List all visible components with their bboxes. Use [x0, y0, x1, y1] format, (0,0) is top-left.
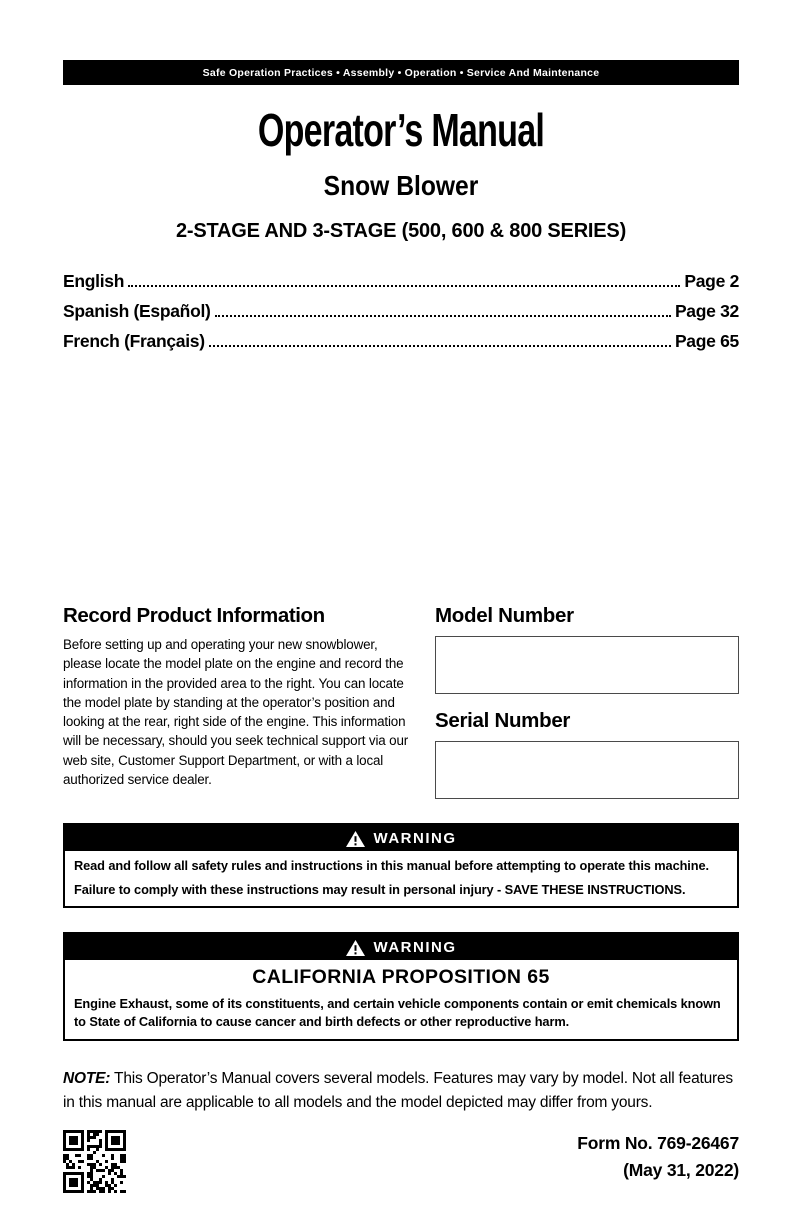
- toc-row-english: [63, 271, 739, 292]
- number-fields-column: [435, 604, 739, 799]
- warning-banner: [65, 934, 737, 960]
- toc-label: French (Français): [63, 331, 205, 351]
- table-of-contents: [63, 271, 739, 352]
- footer: [63, 1130, 739, 1193]
- warning-line-2: Failure to comply with these instructions may result in personal injury - SAVE THESE INSTRUCTIONS.: [74, 882, 686, 897]
- leader-dots: [215, 315, 671, 317]
- model-number-box: [435, 636, 739, 694]
- leader-dots: [128, 285, 680, 287]
- leader-dots: [209, 345, 671, 347]
- warning-line-1: Read and follow all safety rules and instructions in this manual before attempting to operate this machine.: [74, 858, 709, 873]
- page-title: Operator’s Manual: [257, 104, 545, 156]
- record-info-text: Before setting up and operating your new snowblower, please locate the model plate on the engine and record the information in the provided area to the right. You can locate the model plate by standing at the operator’s position and looking at the rear, right side of the engine. This information will be necessary, should you seek technical support via our web site, Customer Support Department, or with a local authorized service dealer.: [63, 637, 409, 788]
- warning-text-block: [65, 851, 737, 906]
- warning-section-safety: [63, 823, 739, 908]
- prop65-heading: CALIFORNIA PROPOSITION 65: [252, 966, 550, 988]
- note-paragraph: [63, 1067, 739, 1114]
- serial-number-box: [435, 741, 739, 799]
- record-info-heading: Record Product Information: [63, 604, 325, 627]
- series-line: 2-STAGE AND 3-STAGE (500, 600 & 800 SERIES): [175, 220, 627, 242]
- form-number: Form No. 769-26467: [577, 1132, 739, 1153]
- warning-section-prop65: [63, 932, 739, 1041]
- warning-triangle-icon: [346, 940, 365, 956]
- serial-number-label: Serial Number: [435, 709, 571, 732]
- warning-label: WARNING: [373, 939, 457, 956]
- prop65-text: Engine Exhaust, some of its constituents, and certain vehicle components contain or emit chemicals known to State of California to cause cancer and birth defects or other reproductive harm.: [74, 996, 721, 1029]
- toc-page: Page 65: [674, 331, 739, 351]
- product-info-section: [63, 604, 739, 799]
- toc-label: English: [63, 271, 125, 291]
- toc-row-french: [63, 331, 739, 352]
- note-text: This Operator’s Manual covers several models. Features may vary by model. Not all features in this manual are applicable to all models and the model depicted may differ from yours.: [63, 1070, 733, 1111]
- form-info: [577, 1130, 739, 1184]
- warning-triangle-icon: [346, 831, 365, 847]
- qr-code: [63, 1130, 126, 1193]
- record-info-column: [63, 604, 413, 799]
- top-banner: [63, 60, 739, 85]
- toc-row-spanish: [63, 301, 739, 322]
- toc-label: Spanish (Español): [63, 301, 211, 321]
- warning-banner: [65, 825, 737, 851]
- form-date: (May 31, 2022): [623, 1159, 739, 1180]
- toc-page: Page 32: [674, 301, 739, 321]
- product-name: Snow Blower: [323, 170, 479, 201]
- top-banner-text: Safe Operation Practices • Assembly • Operation • Service And Maintenance: [202, 67, 600, 79]
- note-label: NOTE:: [63, 1070, 111, 1088]
- model-number-label: Model Number: [435, 604, 574, 627]
- toc-page: Page 2: [684, 271, 739, 291]
- warning-label: WARNING: [373, 830, 457, 847]
